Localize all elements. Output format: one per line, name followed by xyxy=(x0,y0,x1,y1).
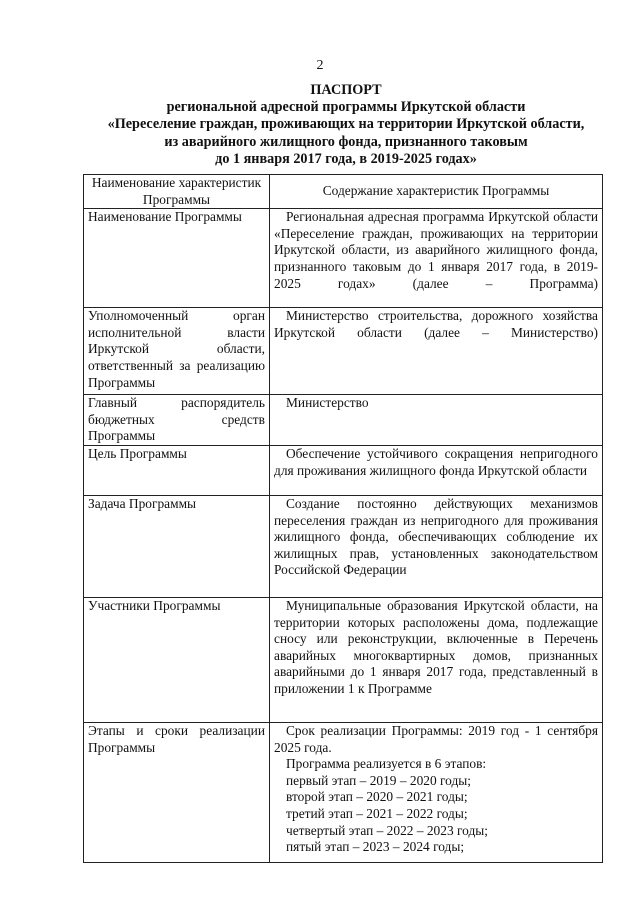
page-number: 2 xyxy=(316,58,324,73)
table-row xyxy=(84,445,603,495)
heading-program-name-line3: до 1 января 2017 года, в 2019-2025 годах» xyxy=(215,150,477,167)
passport-table xyxy=(83,174,603,863)
row-label-program-name: Наименование Программы xyxy=(84,209,270,308)
list-item: первый этап – 2019 – 2020 годы; xyxy=(286,772,472,788)
list-item: пятый этап – 2023 – 2024 годы; xyxy=(286,839,465,855)
row-value-stages-terms xyxy=(270,722,603,862)
table-row xyxy=(84,722,603,862)
row-label-stages-terms: Этапы и сроки реализации Программы xyxy=(84,722,270,862)
table-row xyxy=(84,209,603,308)
row-value-budget-manager: Министерство xyxy=(270,395,603,446)
row-label-task: Задача Программы xyxy=(84,495,270,597)
table-row xyxy=(84,495,603,597)
row-label-budget-manager: Главный распорядитель бюджетных средств Программы xyxy=(84,395,270,446)
row-value-goal: Обеспечение устойчивого сокращения непригодного для проживания жилищного фонда Иркутской области xyxy=(270,445,603,495)
list-item: второй этап – 2020 – 2021 годы; xyxy=(286,789,468,805)
row-value-responsible-body: Министерство строительства, дорожного хозяйства Иркутской области (далее – Министерство) xyxy=(270,308,603,395)
program-term-text: Срок реализации Программы: 2019 год - 1 сентября 2025 года. xyxy=(274,722,598,755)
list-item: третий этап – 2021 – 2022 годы; xyxy=(286,805,468,821)
row-value-task: Создание постоянно действующих механизмов переселения граждан из непригодного для проживания жилищного фонда, обеспечивающих соблюдение их жилищных прав, установленных законодательством Российской Федерации xyxy=(270,495,603,597)
table-header-row xyxy=(84,175,603,209)
row-label-participants: Участники Программы xyxy=(84,597,270,722)
table-row xyxy=(84,597,603,722)
heading-subtitle: региональной адресной программы Иркутской области xyxy=(166,99,526,116)
header-cell-content: Содержание характеристик Программы xyxy=(270,175,603,209)
document-heading xyxy=(74,82,618,168)
row-value-participants: Муниципальные образования Иркутской области, на территории которых расположены дома, подлежащие сносу или реконструкции, включенные в Перечень аварийных многоквартирных домов, признанных аварийными до 1 января 2017 года, представленный в приложении 1 к Программе xyxy=(270,597,603,722)
row-label-goal: Цель Программы xyxy=(84,445,270,495)
header-cell-characteristic: Наименование характеристик Программы xyxy=(84,175,270,209)
table-row xyxy=(84,395,603,446)
row-value-program-name: Региональная адресная программа Иркутской области «Переселение граждан, проживающих на территории Иркутской области, из аварийного жилищного фонда, признанного таковым до 1 января 2017 года, в 2019-2025 годах» (далее – Программа) xyxy=(270,209,603,308)
heading-title: ПАСПОРТ xyxy=(310,82,382,98)
stages-intro: Программа реализуется в 6 этапов: xyxy=(286,756,487,772)
table-row xyxy=(84,308,603,395)
stage-list xyxy=(274,756,598,856)
heading-program-name-line2: из аварийного жилищного фонда, признанного таковым xyxy=(164,133,528,150)
list-item: четвертый этап – 2022 – 2023 годы; xyxy=(286,822,488,838)
row-label-responsible-body: Уполномоченный орган исполнительной власти Иркутской области, ответственный за реализацию Программы xyxy=(84,308,270,395)
heading-program-name-line1: «Переселение граждан, проживающих на территории Иркутской области, xyxy=(107,116,585,133)
